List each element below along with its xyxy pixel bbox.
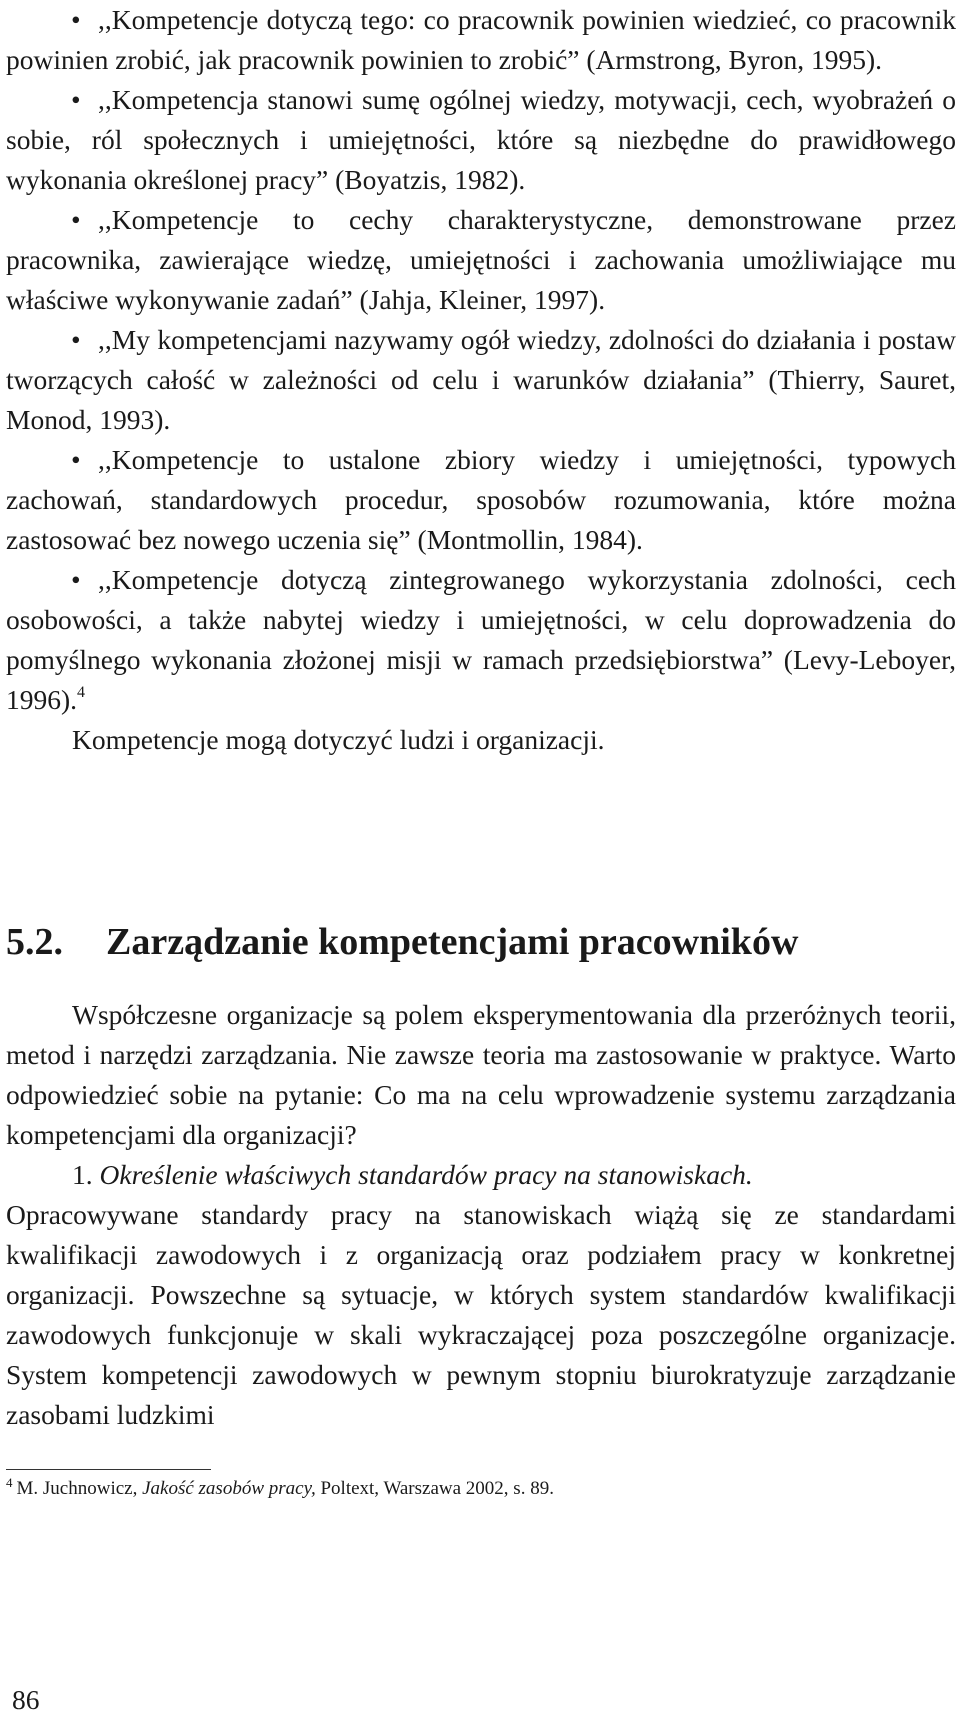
intro-paragraph: Współczesne organizacje są polem eksperymentowania dla przeróżnych teorii, metod i narzędzi zarządzania. Nie zawsze teoria ma zastosowanie w praktyce. Warto odpowiedzieć sobie na pytanie: Co ma na celu wprowadzenie systemu zarządzania kompetencjami dla organizacji? — [6, 999, 956, 1150]
definition-item — [6, 200, 956, 320]
definitions-block — [6, 0, 956, 760]
definition-text: ,,Kompetencje dotyczą zintegrowanego wykorzystania zdolności, cech osobowości, a także nabytej wiedzy i umiejętności, w celu doprowadzenia do pomyślnego wykonania złożonej misji w ramach przedsiębiorstwa” (Levy-Leboyer, 1996). — [6, 564, 956, 715]
bullet-icon: • — [71, 444, 81, 475]
footnote-number: 4 — [6, 1475, 13, 1490]
footnote-divider — [6, 1469, 211, 1470]
section-heading — [6, 912, 956, 972]
footnote-rest: Poltext, Warszawa 2002, s. 89. — [320, 1478, 554, 1499]
point-title: Określenie właściwych standardów pracy na stanowiskach. — [99, 1159, 753, 1190]
bullet-icon: • — [71, 204, 81, 235]
footnote-author: M. Juchnowicz, — [16, 1478, 138, 1499]
definition-item — [6, 560, 956, 720]
definition-text: ,,Kompetencje to ustalone zbiory wiedzy i umiejętności, typowych zachowań, standardowych procedur, sposobów rozumowania, które można zastosować bez nowego uczenia się” (Montmollin, 1984). — [6, 444, 956, 555]
section-number: 5.2. — [6, 921, 63, 963]
section-body — [6, 995, 956, 1435]
page-number: 86 — [12, 1684, 40, 1715]
point-heading — [6, 1155, 956, 1195]
bullet-icon: • — [71, 324, 81, 355]
definition-item — [6, 320, 956, 440]
point-number: 1. — [72, 1159, 93, 1190]
definition-text: ,,Kompetencja stanowi sumę ogólnej wiedzy, motywacji, cech, wyobrażeń o sobie, ról społecznych i umiejętności, które są niezbędne do prawidłowego wykonania określonej pracy” (Boyatzis, 1982). — [6, 84, 956, 195]
point-paragraph: Opracowywane standardy pracy na stanowiskach wiążą się ze standardami kwalifikacji zawodowych i z organizacją oraz podziałem pracy w konkretnej organizacji. Powszechne są sytuacje, w których system standardów kwalifikacji zawodowych funkcjonuje w skali wykraczającej poza poszczególne organizacje. System kompetencji zawodowych w pewnym stopniu biurokratyzuje zarządzanie zasobami ludzkimi — [6, 1199, 956, 1430]
definition-text: ,,Kompetencje to cechy charakterystyczne, demonstrowane przez pracownika, zawierające wiedzę, umiejętności i zachowania umożliwiające mu właściwe wykonywanie zadań” (Jahja, Kleiner, 1997). — [6, 204, 956, 315]
definition-item — [6, 80, 956, 200]
footnote — [6, 1474, 956, 1504]
footnote-title: Jakość zasobów pracy, — [142, 1478, 316, 1499]
bullet-icon: • — [71, 564, 81, 595]
closing-sentence: Kompetencje mogą dotyczyć ludzi i organizacji. — [72, 724, 605, 755]
bullet-icon: • — [71, 4, 81, 35]
definitions-list — [6, 0, 956, 720]
footnote-reference[interactable]: 4 — [77, 684, 86, 701]
section-title: Zarządzanie kompetencjami pracowników — [106, 921, 799, 963]
definition-text: ,,Kompetencje dotyczą tego: co pracownik powinien wiedzieć, co pracownik powinien zrobić, jak pracownik powinien to zrobić” (Armstrong, Byron, 1995). — [6, 4, 956, 75]
definition-text: ,,My kompetencjami nazywamy ogół wiedzy, zdolności do działania i postaw tworzących całość w zależności od celu i warunków działania” (Thierry, Sauret, Monod, 1993). — [6, 324, 956, 435]
definition-item — [6, 0, 956, 80]
bullet-icon: • — [71, 84, 81, 115]
definition-item — [6, 440, 956, 560]
